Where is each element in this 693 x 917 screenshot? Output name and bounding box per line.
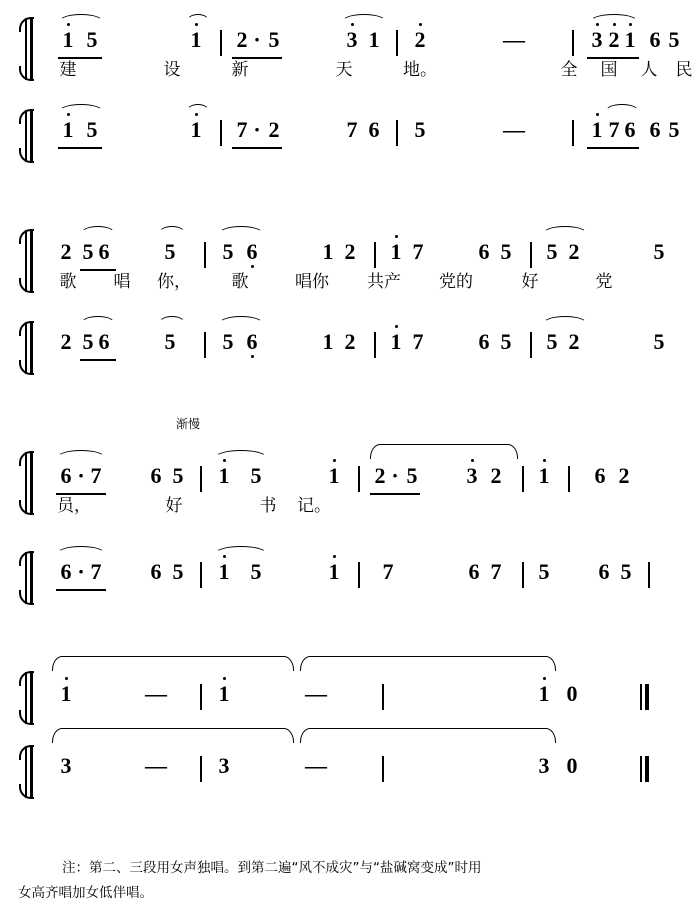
brace-upper-4 xyxy=(18,672,40,724)
brace-lower-4 xyxy=(18,746,40,798)
lyric-char: 唱你 xyxy=(295,272,329,292)
lyric-char: 书 xyxy=(259,496,277,516)
lyric-char: 你， xyxy=(157,272,191,292)
lyrics-1 xyxy=(44,58,693,84)
lower-voice-notes-3: 6 · 7 6 5 1 5 1 7 6 7 5 6 5 xyxy=(44,560,622,594)
lower-voice-notes-4: 3 — 3 — 3 0 xyxy=(44,754,622,788)
lyric-char: 党 xyxy=(595,272,613,292)
upper-voice-notes-3: 6 · 7 6 5 1 5 1 2 · 5 3 2 1 6 2 xyxy=(44,464,622,498)
system-3 xyxy=(18,448,632,608)
lyric-char: 国 xyxy=(600,60,618,80)
lyric-char: 人 xyxy=(640,60,658,80)
lyric-char: 天 xyxy=(335,60,353,80)
lyric-char: 歌 xyxy=(59,272,77,292)
footnote-line-2-text: 女高齐唱加女低伴唱。 xyxy=(18,885,153,901)
lyric-char: 党的 xyxy=(439,272,473,292)
system-4 xyxy=(18,658,622,798)
lyric-char: 地。 xyxy=(403,60,437,80)
tempo-mark-3: 渐慢 xyxy=(176,417,201,431)
lower-voice-notes-2: 2 5 6 5 5 6 1 2 1 7 6 5 5 2 5 xyxy=(44,330,622,364)
lyric-char: 员， xyxy=(57,496,91,516)
system-2 xyxy=(18,226,665,376)
lower-voice-notes-1: 1 5 1 7 · 2 7 6 5 — 1 7 6 6 5 xyxy=(44,118,622,152)
lyric-char: 唱 xyxy=(113,272,131,292)
system-1 xyxy=(18,14,693,164)
lyric-char: 建 xyxy=(59,60,77,80)
lyric-char: 共产 xyxy=(367,272,401,292)
footnote xyxy=(18,856,622,906)
lyric-char: 记。 xyxy=(297,496,331,516)
lyric-char: 歌 xyxy=(231,272,249,292)
brace-lower-1 xyxy=(18,110,40,162)
upper-voice-notes-4: 1 — 1 — 1 0 xyxy=(44,682,622,716)
lyric-char: 设 xyxy=(163,60,181,80)
upper-voice-notes-1: 1 5 1 2 · 5 3 1 2 — 3 2 1 6 5 xyxy=(44,28,622,62)
brace-lower-3 xyxy=(18,552,40,604)
brace-upper-2 xyxy=(18,230,40,292)
brace-upper-3 xyxy=(18,452,40,514)
lyric-char: 民 xyxy=(675,60,693,80)
footnote-line-2 xyxy=(18,881,622,906)
lyric-char: 好 xyxy=(165,496,183,516)
lyric-char: 全 xyxy=(560,60,578,80)
brace-upper-1 xyxy=(18,18,40,80)
lyrics-2 xyxy=(44,270,622,296)
lyric-char: 新 xyxy=(231,60,249,80)
footnote-line-1: 注：第二、三段用女声独唱。到第二遍“风不成灾”与“盐碱窝变成”时用 xyxy=(62,860,482,876)
lyric-char: 好 xyxy=(521,272,539,292)
upper-voice-notes-2: 2 5 6 5 5 6 1 2 1 7 6 5 5 2 5 xyxy=(44,240,622,274)
brace-lower-2 xyxy=(18,322,40,374)
lyrics-3 xyxy=(44,494,622,520)
